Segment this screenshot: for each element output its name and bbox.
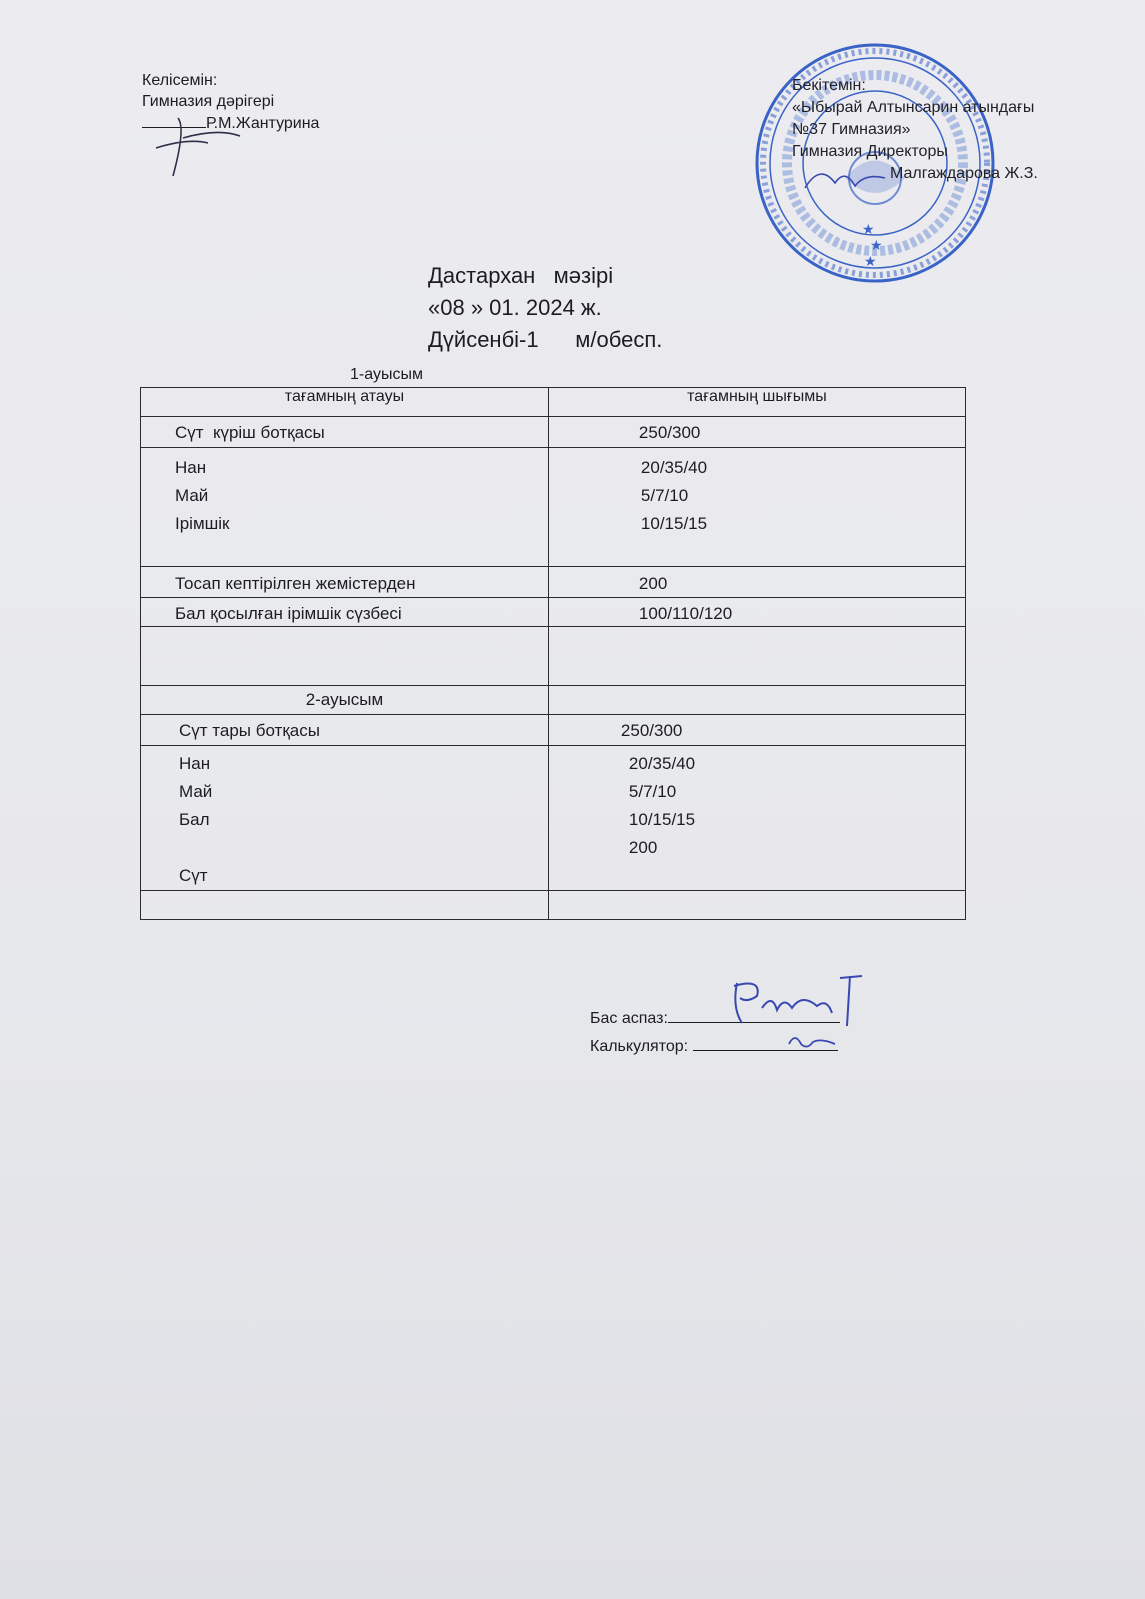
calculator-label: Калькулятор: (590, 1038, 689, 1055)
table-row (141, 746, 966, 891)
shift2-label: 2-ауысым (141, 686, 549, 715)
page-title: Дастархан мәзірі (428, 263, 614, 288)
approval-signer: Малгаждарова Ж.З. (890, 165, 1038, 182)
dish-yield: 100/110/120 (638, 604, 733, 623)
dish-yield: 250/300 (620, 721, 683, 740)
svg-text:★: ★ (864, 253, 877, 269)
calculator-signature (785, 1030, 845, 1054)
header-dish-name: тағамның атауы (141, 388, 549, 417)
dish-name: Сүт күріш ботқасы (175, 423, 325, 442)
table-row (141, 448, 966, 567)
approval-role: Гимназия Директоры (792, 143, 948, 160)
table-row (141, 417, 966, 448)
dish-yield: 20/35/40 5/7/10 10/15/15 200 (628, 754, 696, 857)
table-row-empty (141, 891, 966, 920)
approval-org-number: №37 Гимназия» (792, 121, 911, 138)
table-row-empty (141, 627, 966, 686)
approval-org: «Ыбырай Алтынсарин атындағы (792, 99, 1035, 116)
menu-day: Дүйсенбі-1 м/обесп. (428, 327, 663, 352)
dish-yield: 20/35/40 5/7/10 10/15/15 (640, 458, 708, 533)
chef-signature (722, 968, 882, 1038)
agreement-role: Гимназия дәрігері (142, 93, 275, 110)
header-dish-yield: тағамның шығымы (548, 388, 965, 417)
svg-text:★: ★ (862, 221, 875, 237)
menu-heading (428, 260, 662, 356)
dish-name: Бал қосылған ірімшік сүзбесі (175, 604, 402, 623)
dish-name: Нан Май Бал Сүт (179, 754, 213, 885)
table-row (141, 567, 966, 598)
director-signature (800, 158, 890, 198)
menu-table (140, 387, 966, 920)
agreement-heading: Келісемін: (142, 72, 218, 89)
agreement-signer-name: Р.М.Жантурина (206, 115, 320, 132)
dish-name: Тосап кептірілген жемістерден (175, 574, 416, 593)
dish-name: Нан Май Ірімшік (175, 458, 230, 533)
dish-name: Сүт тары ботқасы (179, 721, 320, 740)
chef-label: Бас аспаз: (590, 1010, 668, 1027)
table-row (141, 598, 966, 627)
svg-text:★: ★ (870, 237, 883, 253)
table-header-row (141, 388, 966, 417)
approval-heading: Бекітемін: (792, 77, 866, 94)
dish-yield: 250/300 (638, 423, 701, 442)
doctor-signature (148, 108, 248, 178)
dish-yield: 200 (638, 574, 668, 593)
shift1-label: 1-ауысым (350, 366, 423, 383)
menu-date: «08 » 01. 2024 ж. (428, 295, 602, 320)
table-row (141, 715, 966, 746)
shift2-row (141, 686, 966, 715)
